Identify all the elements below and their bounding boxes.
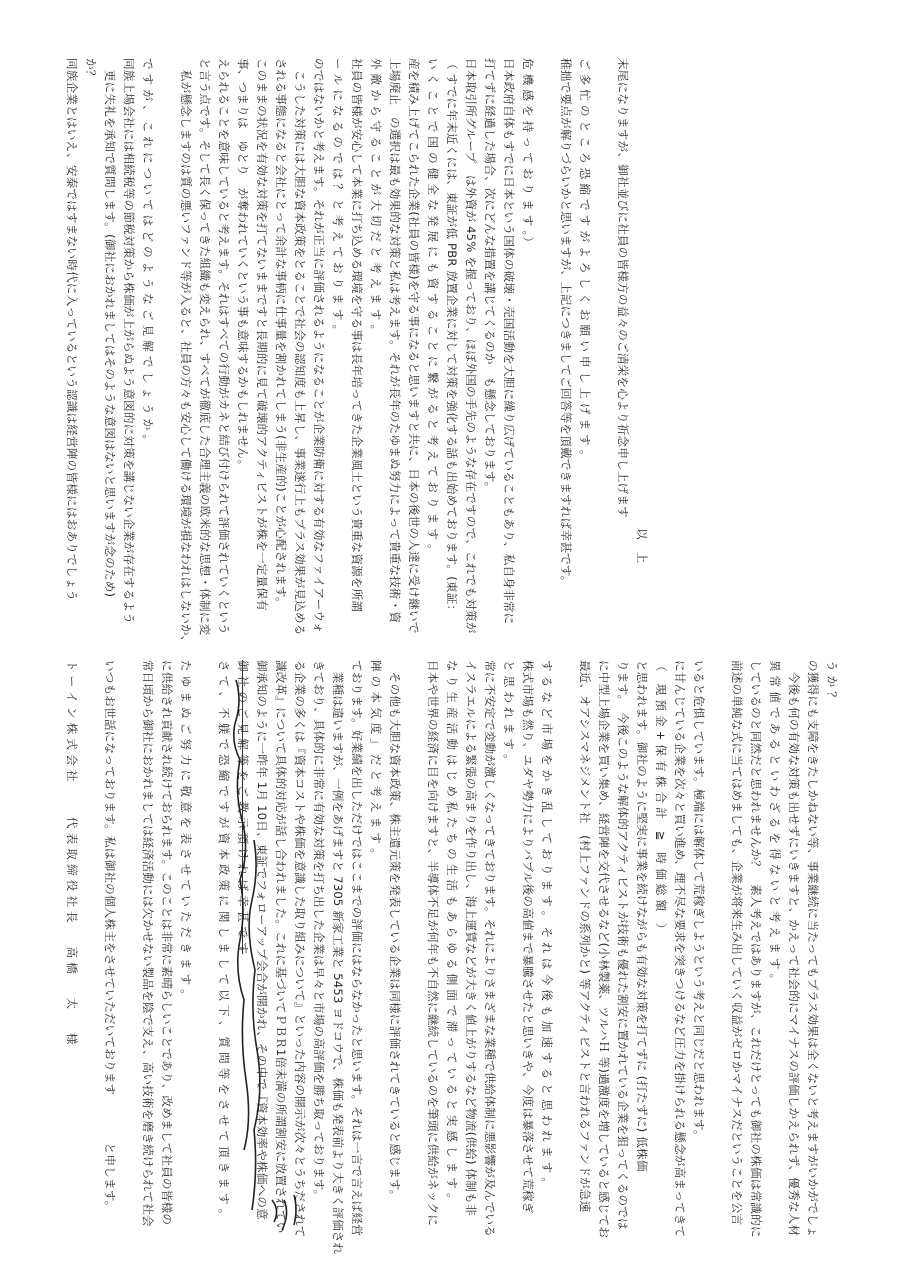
- text-line: きており、具体的に非常に有効な対策を打ち出した企業は早々と市場の高評価を勝ち取っております。: [312, 660, 326, 1202]
- text-line: こうした対策には大胆な資本政策をとることで社会の認知度も上昇し、事業遂行上もプラス効果が見込める: [293, 58, 307, 636]
- text-line: に中型上場企業を買い集め、経営陣を交代させるなど(小林製薬、ツルハＨ 等)過激度を増していると感じてお: [597, 660, 611, 1239]
- text-line: 株式市場も然り、ユダヤ勢力によりバブル後の高値まで暴騰させたと思いきや、今度は暴落させて荒稼ぎ: [521, 660, 535, 1214]
- letter-page-1: [62, 660, 841, 1255]
- blank-line: [708, 660, 727, 1235]
- text-line: される事態になると会社にとって余計な事柄に仕事量を割かれてしまう(非生産的)ことが心配されます。: [274, 58, 288, 609]
- text-line: と 思 わ れ ま す 。: [502, 660, 516, 766]
- blank-line: [195, 660, 214, 1235]
- text-line: す る な ど 市 場 を か き 乱 し て お り ま す 。 そ れ は 今 後 も 加 速 す る と 思 わ れ ま す 。: [540, 660, 554, 1190]
- text-line: 今後も何の有効な対策も出せずにいきますと、かえって社会的にマイナスの評価しかえられず、優秀な人材: [787, 660, 801, 1237]
- text-line: た ゆ ま ぬ ご 努 力 に 敬 意 を 表 さ せ て い た だ き ま す 。: [179, 660, 193, 1002]
- blank-line: [537, 58, 556, 633]
- text-line: 末尾になりますが、御社並びに社員の皆様方の益々のご清栄を心より祈念申し上げます: [616, 58, 630, 518]
- text-line: その他も大胆な資本政策、株主還元策を発表している企業は同様に評価されてきていると感じます。: [388, 660, 402, 1202]
- blank-line: [404, 660, 423, 1235]
- blank-line: [556, 660, 575, 1235]
- text-line: の獲得にも支障をきたしかねない等、事業継続に当たってもプラス効果は全くないと考えますがいかがでしょ: [806, 660, 820, 1238]
- text-line: 御承知のように一昨年 1月 10日、東証でフォローアップ会合が開かれ、その中で『資本効率や株価への意: [255, 660, 269, 1220]
- text-line: 更に失礼を承知で質問します。(御社におかれましてはそのような意図はないと思いますが念のため): [103, 58, 117, 598]
- text-line: に供給され貢献され続けておられます。このことは非常に素晴らしいことであり、改めまして社員の皆様の: [160, 660, 174, 1226]
- text-line: さ て 、 不 躾 で 恐 縮 で す が 資 本 政 策 に 関 し ま し て 以 下 、 質 問 等 を さ せ て 頂 き ま す 。: [217, 660, 231, 1221]
- text-line: 危 機 感 を 持 っ て お り ま す 。）: [521, 58, 535, 249]
- text-line: 打てずに経過した場合、次にどんな措置を講じてくるのか も懸念しております。: [483, 58, 497, 494]
- text-line: と思われます。御社のように堅実に事業を続けながらも有効な対策を打てずに (打たずに) 低株価: [635, 660, 649, 1172]
- text-line: 陣 の 本 気 度 」 だ と 考 え ま す 。: [369, 660, 383, 860]
- text-line: 以 上: [635, 527, 649, 563]
- text-line: 日本や世界の経済に目を向けますと、半導体不足が何年も不自然に継続しているのを筆頭に供給がネックに: [426, 660, 440, 1227]
- text-line: 日本取引所グループ は外資が 45% を握っており、ほぼ外国の手先のような存在ですので、これでも対策が: [464, 58, 478, 634]
- text-line: 同族上場会社には相続税等の節税対策から株価が上がらぬよう意図的に対策を講じない企業が存在するよう: [122, 58, 136, 625]
- text-line: 異 常 値 で あ る と い わ ざ る を 得 な い と 考 え ま す 。: [768, 660, 782, 986]
- text-line: ております。好業績を出しただけではここまでの評価にはならなかったと思います。それは一言で言えば経営: [350, 660, 364, 1237]
- text-line: ト ー イ ン 株 式 会 社 代 表 取 締 役 社 長 高 橋 太 様: [65, 660, 79, 1045]
- blank-line: [119, 660, 138, 1235]
- text-line: 御 社 の ご 見 解 等 を ご 教 示 頂 け れ ば 幸 甚 で す: [236, 660, 250, 955]
- text-line: イスラエルによる緊張の高まりを作り出し、海上運賃などが大きく値上がりするなど物流(供給) 体制も非: [464, 660, 478, 1216]
- text-line: 稚拙で要点が解りづらいかと思いますが、上記につきましてご回答等を頂戴できますれば幸甚です。: [559, 58, 573, 588]
- text-line: えられることを意味していると考えます。それはすべての行動がカネと結び付けられて評価されていくという: [217, 58, 231, 635]
- text-line: う か ？: [825, 660, 839, 704]
- text-line: 上場廃止 の選択は最も効果的な対策と私は考えます。それが長年のたゆまぬ努力によって貴重な技術・資: [388, 58, 402, 624]
- blank-line: [81, 660, 100, 1235]
- text-line: ご 多 忙 の と こ ろ 恐 縮 で す が よ ろ し く お 願 い 申 し 上 げ ま す 。: [578, 58, 592, 462]
- text-line: か？: [84, 58, 98, 82]
- letter-page-2: [62, 58, 651, 648]
- text-line: 社員の皆様が安心して本業に打ち込める環境を守る事は長年培ってきた企業風土という貴重な資源を所謂: [350, 58, 364, 613]
- text-line: 日本政府自体もすでに日本という国体の破壊・売国活動を大胆に繰り広げていることもあり、私自身非常に: [502, 58, 516, 625]
- text-line: ります。 今後このような解体的アクティビストが技術も優れた割安に置かれている企業を狙ってくるのでは: [616, 660, 630, 1230]
- text-line: ー ル に な る の で は ？ と 考 え て お り ま す 。: [331, 58, 345, 337]
- text-line: （ 現 預 金 + 保 有 株 合 計 ≧ 時 価 総 額 ）: [654, 660, 668, 935]
- text-line: 常に不安定で変動が激しくなってきております。それによりさまざまな業種で供給体制に悪影響が及んでいる: [483, 660, 497, 1237]
- text-line: 最近、オアシスマネジメント社 (村上ファンドの系列かと) 等アクティビストと言われるファンドが急速: [578, 660, 592, 1213]
- text-line: のではないかと考えます。それが正当に評価されるようになることが企業防衛に対する有効なファイアーウォ: [312, 58, 326, 634]
- text-line: 常日頃から御社におかれましては経済活動には欠かせない製品を陰で支え、高い技術を磨き続けられて社会: [141, 660, 155, 1227]
- text-line: と言う点です。そして長く保ってきた組織も変えられ、すべてが徹底した合理主義の欧米的な思想・体制に変: [198, 58, 212, 636]
- text-line: 私が懸念しますのは質の悪いファンド等が入ると、社員の方々も安心して働ける環境が損なわれはしないか、: [179, 58, 193, 648]
- text-line: いつもお世話になっております。私は御社の個人株主をさせていただいております と申します。: [103, 660, 117, 1213]
- text-line: な り 生 産 活 動 は じ め 私 た ち の 生 活 も あ ら ゆ る 側 面 で 滞 っ て い る と 実 感 し ま す 。: [445, 660, 459, 1205]
- text-line: 同族企業とはいえ、安泰ではすまない時代に入っているという認識は経営陣の皆様にはおありでしょう: [65, 58, 79, 602]
- text-line: る企業の多くは『資本コストや株価を意識した取り組みについて』といった内容の開示が次々とうちだされて: [293, 660, 307, 1238]
- text-line: 事、つまりは ゆとり が奪われていくという事も意味するかもしれません。: [236, 58, 250, 472]
- text-line: いると危惧しています。極端には解体して荒稼ぎしようという考えと同じだと思われます。: [692, 660, 706, 1142]
- text-line: に甘んじている企業を次々と買い進め、理不尽な要求を突きつけるなど圧力を掛けられる懸念が高まってきて: [673, 660, 687, 1238]
- text-line: 産を積み上げてこられた企業(社員の皆様)を守る事になると思いますと共に、日本の後世の人達に受け継いで: [407, 58, 421, 634]
- text-line: （ すでに年末近くには、東証が低 PBR 放置企業に対して対策を強化する話も出始めております。(東証：: [445, 58, 459, 617]
- text-line: い く こ と で 国 の 健 全 な 発 展 に も 資 す る こ と に 繋 が る と 考 え て お り ま す 。: [426, 58, 440, 556]
- text-line: 外 敵 か ら 守 る こ と が 大 切 だ と 考 え ま す 。: [369, 58, 383, 337]
- text-line: このままの状況を有効な対策を打てないままですと長期的に見て破壊的アクティビストが株を一定量保有: [255, 58, 269, 612]
- text-line: 識改革』について具体的対応が話し合われました。これに基づいてＰＢＲ1倍未満の所謂割安に放置されてい: [274, 660, 288, 1234]
- text-line: 業種は違いますが、一例をあげますと 7305 新家工業と 5453 ヨドコウで、株価も発表前より大きく評価され: [331, 660, 345, 1255]
- blank-line: [594, 58, 613, 633]
- blank-line: [157, 58, 176, 633]
- text-line: しているのと同然だと思われませんか？ 素人考えではありますが、これだけとっても御社の株価は常識的に: [749, 660, 763, 1238]
- text-line: で す が 、 こ れ に つ い て は ど の よ う な ご 見 解 で し ょ う か 。: [141, 58, 155, 447]
- text-line: 前述の単純な式に当てはめましても、企業が将来生み出していく収益がゼロかマイナスだということを公言: [730, 660, 744, 1226]
